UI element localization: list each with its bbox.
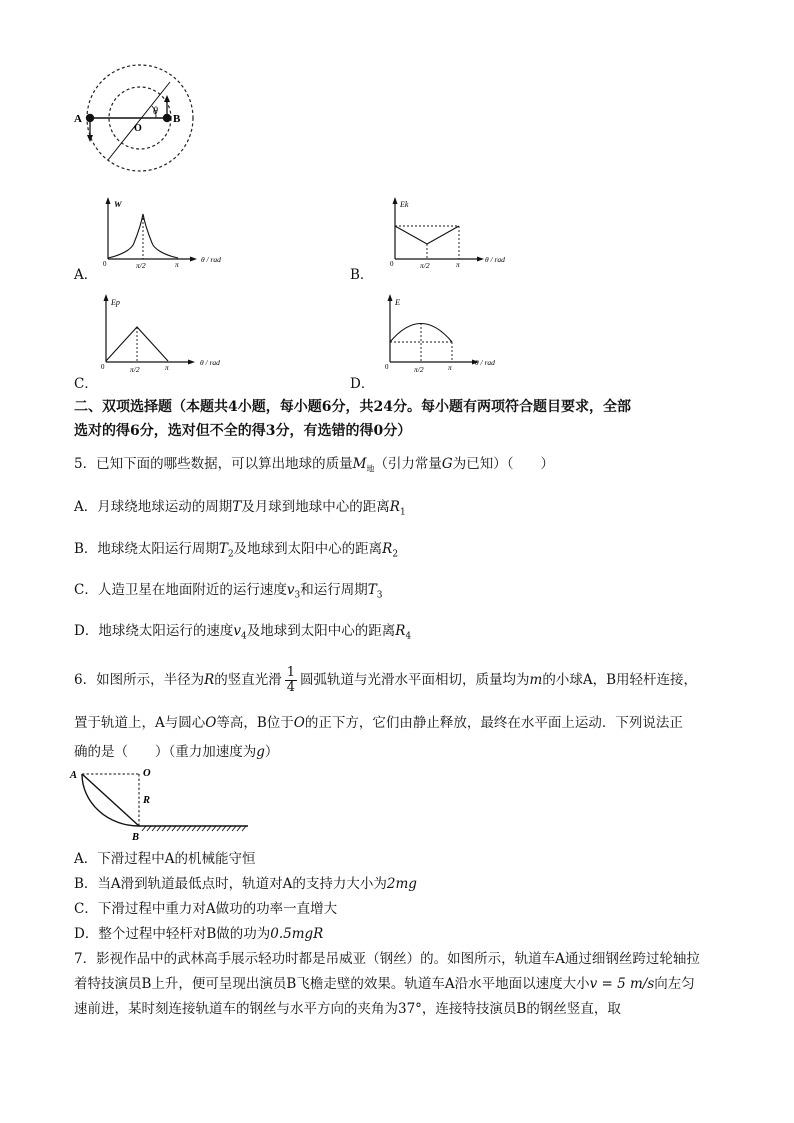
origin: 0 [101,363,105,371]
y-arrow [388,294,393,301]
tick-pi2: π/2 [414,365,424,374]
ball-b [163,114,171,122]
origin: 0 [103,260,107,268]
graph-c [96,290,246,375]
circle-motion-figure [70,62,200,177]
x-label: θ / rad [200,358,220,367]
q5-option-c: C．人造卫星在地面附近的运行速度$v_3$和运行周期$T_3$ [74,582,383,601]
label-b: B [173,113,181,125]
option-c: C． [74,376,98,392]
tick-pi: π [165,363,169,372]
y-label: Ep [111,298,120,307]
q7-line2: 着特技演员B上升，便可呈现出演员B飞檐走壁的效果。轨道车A沿水平地面以速度大小v = 5 m/s向左匀 [74,976,695,992]
x-label: θ / rad [485,255,505,264]
q5-stem: 5．已知下面的哪些数据，可以算出地球的质量$M_地$（引力常量G为已知）（ ） [74,456,554,474]
curve [395,226,459,244]
q6-option-c: C．下滑过程中重力对A做功的功率一直增大 [74,901,338,917]
ball-a [86,114,94,122]
light-rod [82,774,139,826]
diameter-line [108,82,170,160]
label-r: R [143,795,151,806]
x-arrow [477,257,484,262]
graph-a [98,195,248,270]
label-a: A [74,113,82,125]
tick-pi2: π/2 [420,261,430,270]
q6-line1: 6．如图所示，半径为R的竖直光滑 $\frac{1}{4}$ 圆弧轨道与光滑水平面相切，质量均为m的小球A，B用轻杆连接， [74,665,698,695]
y-arrow [106,197,111,204]
label-b: B [132,832,140,842]
label-theta: θ [153,106,158,117]
q6-option-b: B．当A滑到轨道最低点时，轨道对A的支持力大小为2mg [74,876,417,892]
tick-pi2: π/2 [130,365,140,374]
fraction-one-quarter: $\frac{1}{4}$ [286,665,296,695]
q6-option-a: A．下滑过程中A的机械能守恒 [74,851,256,867]
option-b: B． [350,267,374,283]
q5-option-b: B．地球绕太阳运行周期$T_2$及地球到太阳中心的距离$R_2$ [74,541,399,560]
velocity-arrowhead-a [87,135,93,142]
graph-d [380,290,530,375]
quarter-arc-figure [68,764,253,842]
x-label: θ / rad [201,255,221,264]
y-arrow [104,294,109,301]
q5-option-d: D．地球绕太阳运行的速度$v_4$及地球到太阳中心的距离$R_4$ [74,623,412,642]
q6-line3: 确的是（ ）（重力加速度为g） [74,744,279,760]
origin: 0 [385,363,389,371]
q5-option-a: A．月球绕地球运动的周期T及月球到地球中心的距离$R_1$ [74,499,406,518]
y-label: W [114,199,122,209]
q6-option-d: D．整个过程中轻杆对B做的功为0.5mgR [74,926,324,942]
tick-pi: π [448,363,452,372]
graph-b [385,195,535,270]
section2-line1: 二、双项选择题（本题共4小题，每小题6分，共24分。每小题有两项符合题目要求，全部 [74,399,631,415]
x-label: θ / rad [475,358,495,367]
y-arrow [393,197,398,204]
q6-line2: 置于轨道上，A与圆心O等高，B位于O的正下方，它们由静止释放，最终在水平面上运动．下列说法正 [74,715,683,731]
option-a: A． [74,267,98,283]
q7-line1: 7．影视作品中的武林高手展示轻功时都是吊威亚（钢丝）的。如图所示，轨道车A通过细钢丝跨过轮轴拉 [74,951,700,967]
y-label: Ek [400,200,409,209]
section2-line2: 选对的得6分，选对但不全的得3分，有选错的得0分） [74,423,412,439]
label-o: O [134,123,142,134]
tick-pi: π [456,260,460,269]
origin: 0 [390,260,394,268]
tick-pi: π [175,260,179,269]
y-label: E [395,297,401,307]
label-o: O [143,768,151,779]
option-d: D． [350,376,375,392]
ground-hatching [142,826,246,831]
label-a: A [70,770,78,781]
x-arrow [188,360,195,365]
q7-line3: 速前进，某时刻连接轨道车的钢丝与水平方向的夹角为37°，连接特技演员B的钢丝竖直，取 [74,1001,621,1017]
x-arrow [190,257,197,262]
velocity-arrowhead-b [164,95,170,102]
tick-pi2: π/2 [136,261,146,270]
